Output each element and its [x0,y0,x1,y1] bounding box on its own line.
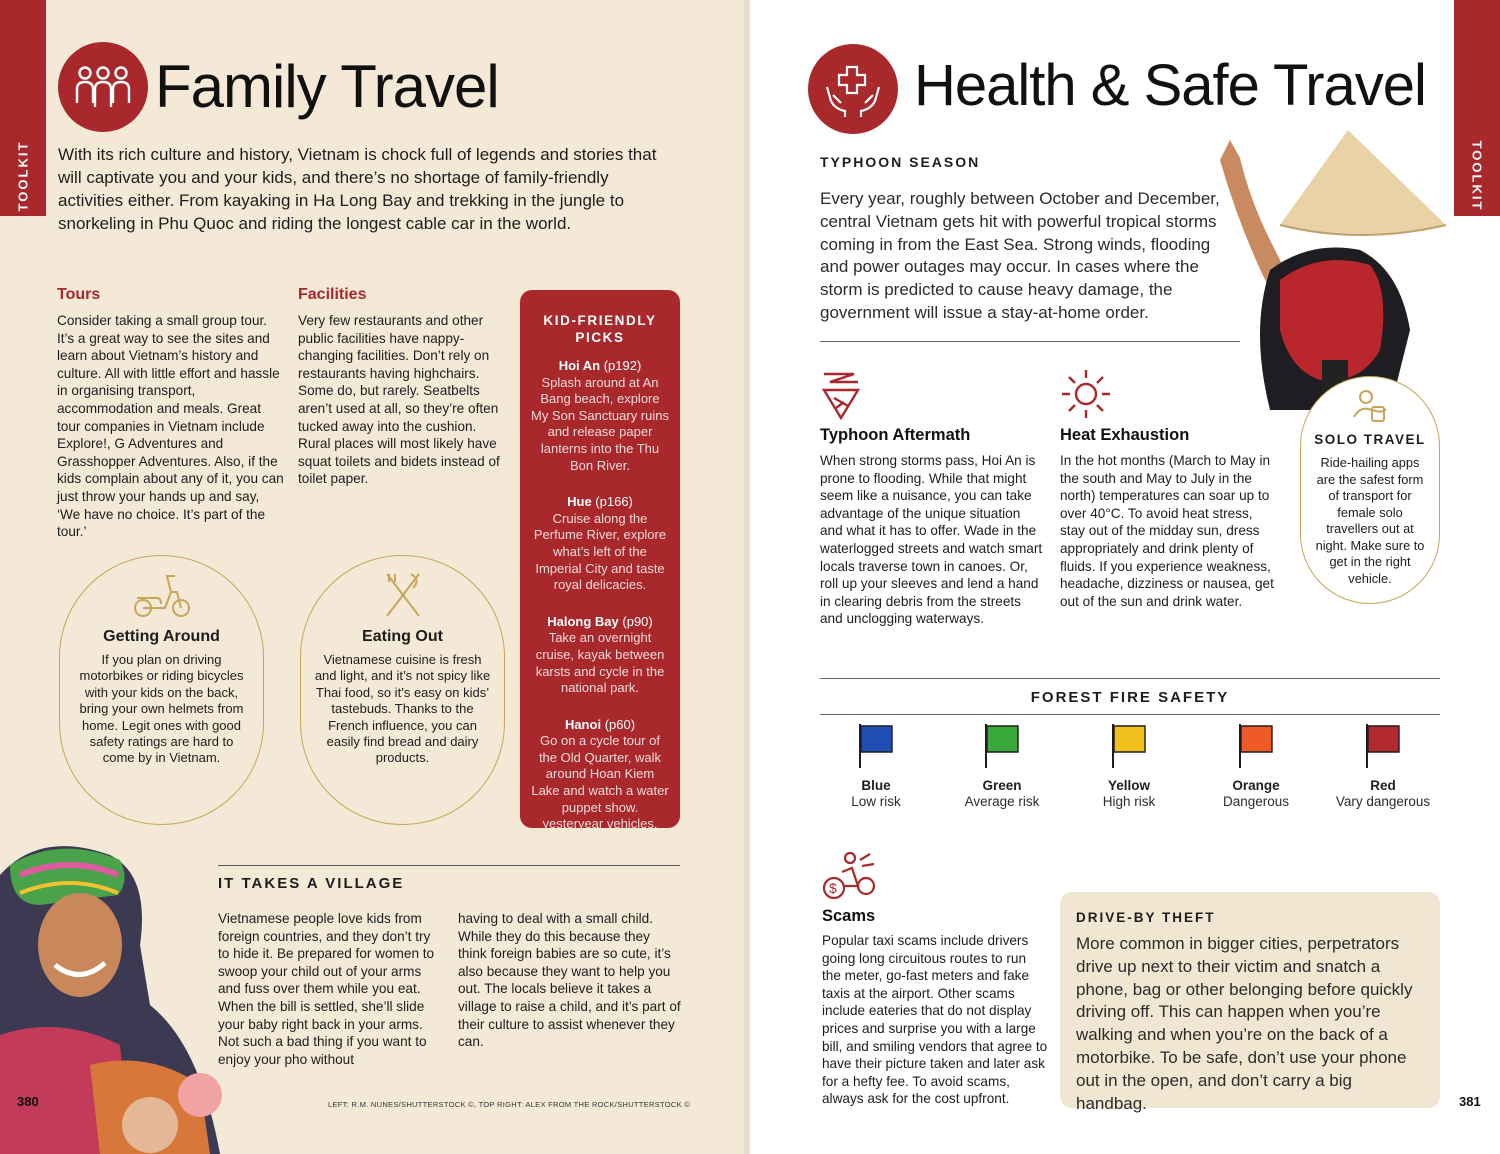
right-page [750,0,1500,1154]
village-divider [218,865,680,866]
flag-cloth [861,726,892,752]
page-title-health: Health & Safe Travel [914,53,1426,118]
flag-risk: Dangerous [1222,794,1290,809]
flag-icon [982,722,1022,768]
village-body-col1: Vietnamese people love kids from foreign countries, and they don’t try to hide it. Be prepared for women to swoop your child out of your arms and fuss over them while you eat. When the bill is settled, she’ll slide your baby right back in your arms. Not such a bad thing if you want to enjoy your pho without [218,911,435,1067]
eating-out-heading: Eating Out [362,628,443,645]
flag-name: Red [1370,778,1396,793]
hands-medical-cross-icon [823,59,883,119]
village-heading: IT TAKES A VILLAGE [218,875,405,892]
kid-pick-ref: (p192) [603,358,642,373]
kid-pick-item [530,614,670,697]
photo-credit: LEFT: R.M. NUNES/SHUTTERSTOCK ©, TOP RIGHT: ALEX FROM THE ROCK/SHUTTERSTOCK © [328,1100,691,1109]
aftermath-body: When strong storms pass, Hoi An is prone to flooding. While that might seem like a nuisance, you can take advantage of the unique situation and what it has to offer. Wade in the waterlogged streets and watch smart locals traverse town in canoes. Or, roll up your sleeves and lend a hand in clearing debris from the streets and unclogging waterways. [820,453,1043,627]
family-icon [73,57,133,117]
scams-body: Popular taxi scams include drivers going long circuitous routes to run the meter, go-fast meters and fake taxis at the airport. Other scams include eateries that do not display prices and surprise you with a large bill, and smiling vendors that agree to have their picture taken and later ask for a hefty fee. To avoid scams, always ask for the cost upfront. [822,933,1048,1107]
kid-pick-item [530,494,670,594]
kid-pick-name: Hue [567,494,592,510]
flag-green [942,722,1062,809]
flag-risk: High risk [1102,794,1156,809]
solo-travel-body: Ride-hailing apps are the safest form of transport for female solo travellers out at night. Make sure to get in the right vehicle. [1315,455,1425,586]
page-title-family: Family Travel [155,53,499,120]
kid-pick-ref: (p60) [604,716,636,732]
getting-around-card [59,555,264,825]
flag-icon [856,722,896,768]
scams-heading: Scams [822,907,876,925]
flag-name: Orange [1232,778,1280,793]
drive-by-theft-box [1060,892,1440,1113]
flag-cloth [1241,726,1272,752]
eating-out-card [300,555,505,825]
facilities-body: Very few restaurants and other public facilities have nappy-changing facilities. Don’t rely on restaurants having highchairs. Some do, but rarely. Seatbelts aren’t used at all, so they’re often tucked away into the cushion. Rural places will most likely have squat toilets and bidets instead of toilet paper. [298,313,500,487]
flag-name: Yellow [1107,778,1151,793]
family-icon-badge [58,42,148,132]
flag-blue [816,722,936,809]
phone-hand-icon [1350,387,1390,427]
getting-around-heading: Getting Around [103,628,220,645]
flag-cloth [987,726,1018,752]
tours-heading: Tours [57,286,101,303]
flag-orange [1196,722,1316,809]
eating-out-body: Vietnamese cuisine is fresh and light, and it’s not spicy like Thai food, so it’s easy on kids’ tastebuds. Thanks to the French influence, you can easily find bread and dairy products. [314,652,491,766]
heat-body: In the hot months (March to May in the south and May to July in the north) temperatures can soar up to over 40°C. To avoid heat stress, stay out of the midday sun, dress appropriately and drink plenty of fluids. If you experience weakness, headache, dizziness or nausea, get out of the sun and drink water. [1060,453,1274,609]
kid-pick-desc: Take an overnight cruise, kayak between karsts and cycle in the national park. [535,630,665,696]
flag-risk: Average risk [964,794,1040,809]
flag-icon [1109,722,1149,768]
aftermath-heading: Typhoon Aftermath [820,426,971,444]
forest-fire-top-rule [820,678,1440,679]
kid-pick-desc: Splash around at An Bang beach, explore My Son Sanctuary ruins and release paper lanterns into the Thu Bon River. [530,374,669,473]
kid-pick-desc: Cruise along the Perfume River, explore what’s left of the Imperial City and taste royal delicacies. [533,510,667,593]
toolkit-tab-left [0,0,46,216]
typhoon-heading: TYPHOON SEASON [820,154,981,170]
kid-pick-ref: (p90) [622,613,653,629]
page-number-left: 380 [17,1094,39,1109]
flag-red [1323,722,1443,809]
solo-travel-card [1300,376,1440,604]
getting-around-body: If you plan on driving motorbikes or riding bicycles with your kids on the back, bring your own helmets from home. Legit ones with good safety ratings are hard to come by in Vietnam. [79,652,244,766]
fork-knife-icon [381,570,425,620]
flag-icon [1363,722,1403,768]
flag-name: Green [982,778,1022,793]
forest-fire-bottom-rule [820,714,1440,715]
flag-risk: Low risk [851,794,901,809]
kid-pick-item [530,358,670,474]
flag-risk: Vary dangerous [1335,794,1431,809]
solo-travel-heading: SOLO TRAVEL [1314,432,1426,447]
health-icon-badge [808,44,898,134]
intro-paragraph: With its rich culture and history, Vietnam is chock full of legends and stories that will captivate you and your kids, and there’s no shortage of family-friendly activities either. From kayaking in Ha Long Bay and trekking in the jungle to snorkeling in Phu Quoc and riding the longest cable car in the world. [58,145,657,233]
toolkit-tab-right [1454,0,1500,216]
svg-text:$: $ [829,880,837,896]
scooter-icon [131,570,193,620]
kid-pick-item [530,717,670,833]
heat-heading: Heat Exhaustion [1060,426,1190,444]
kid-friendly-picks-box [520,290,680,832]
page-number-right: 381 [1459,1094,1481,1109]
tours-body: Consider taking a small group tour. It’s a great way to see the sites and learn about Vietnam’s history and culture. All with little effort and hassle in organising transport, accommodation and meals. Great tour companies in Vietnam include Explore!, G Adventures and Grasshopper Adventures. Also, if the kids complain about any of it, you can just throw your hands up and say, ‘We have no choice. It’s part of the tour.’ [57,313,284,540]
woman-conical-hat-photo [1210,130,1460,410]
flag-cloth [1368,726,1399,752]
kid-pick-desc: Go on a cycle tour of the Old Quarter, walk around Hoan Kiem Lake and watch a water puppet show. yesteryear vehicles. [531,733,669,832]
typhoon-body: Every year, roughly between October and December, central Vietnam gets hit with powerful tropical storms coming in from the East Sea. Strong winds, flooding and power outages may occur. In cases where the storm is predicted to cause heavy damage, the government will issue a stay-at-home order. [820,189,1220,322]
toolkit-tab-label: TOOLKIT [1469,140,1485,212]
flag-cloth [1114,726,1145,752]
flag-icon [1236,722,1276,768]
village-body-col2: having to deal with a small child. While they do this because they think foreign babies are so cute, it’s also because they want to help you out. The locals believe it takes a village to raise a child, and it’s part of their culture to assist whenever they can. [458,911,681,1050]
theft-heading: DRIVE-BY THEFT [1076,910,1216,925]
kid-pick-ref: (p166) [595,494,633,510]
kid-pick-name: Hoi An [558,358,601,373]
kid-picks-title: KID-FRIENDLY PICKS [543,313,657,345]
kid-pick-name: Halong Bay [547,613,619,629]
flag-yellow [1069,722,1189,809]
facilities-heading: Facilities [298,286,367,303]
typhoon-divider [820,341,1240,342]
tornado-icon [820,368,862,420]
sun-icon [1060,368,1112,420]
flag-name: Blue [861,778,891,793]
kid-pick-name: Hanoi [564,716,602,732]
theft-body: More common in bigger cities, perpetrators drive up next to their victim and snatch a phone, bag or other belonging before quickly driving off. This can happen when you’re walking and when you’re on the back of a motorbike. To be safe, don’t use your phone out in the open, and don’t carry a big handbag. [1076,934,1413,1113]
forest-fire-heading: FOREST FIRE SAFETY [1030,689,1230,706]
scam-motorbike-icon [820,850,878,902]
toolkit-tab-label: TOOLKIT [15,140,31,212]
